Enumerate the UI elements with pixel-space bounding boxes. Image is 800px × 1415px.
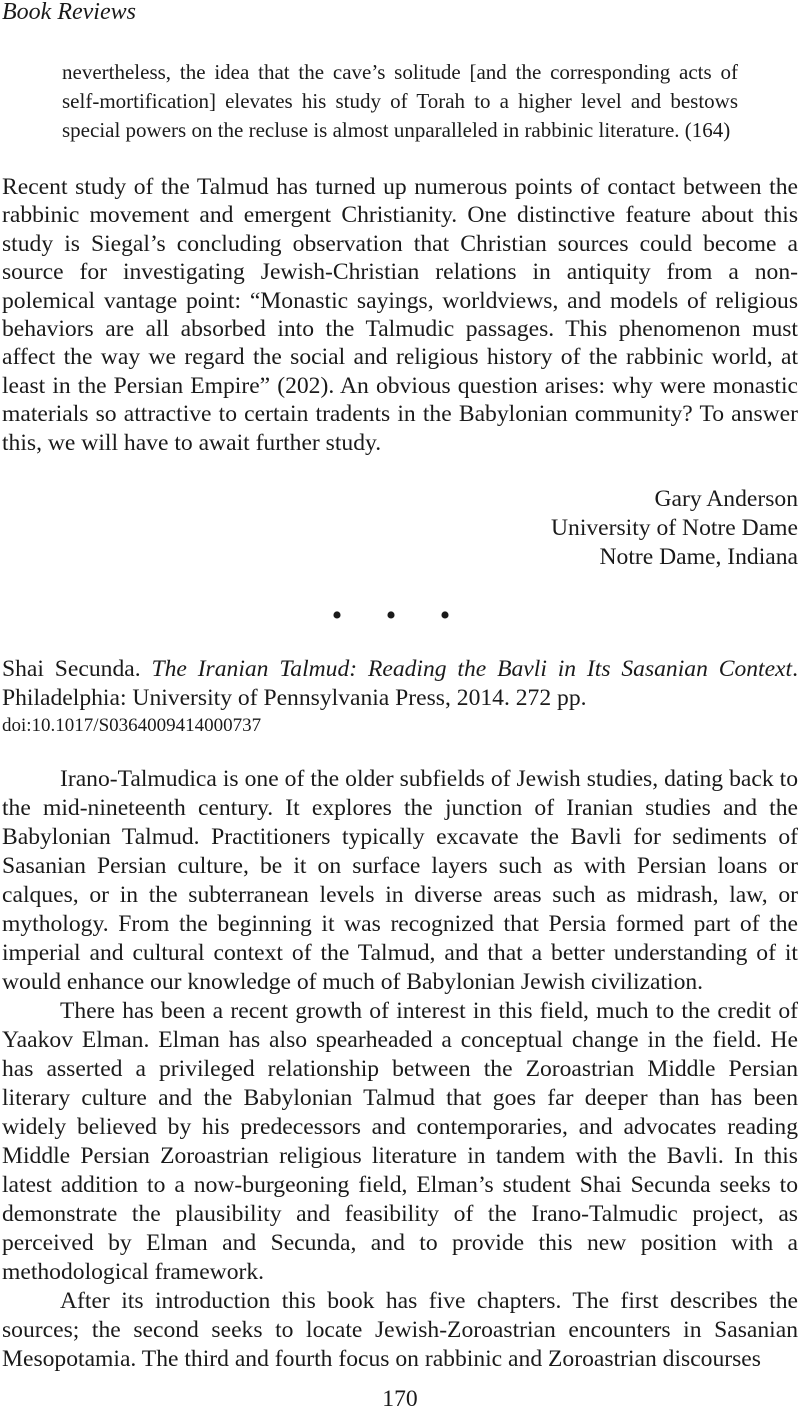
reviewer-name: Gary Anderson — [654, 486, 798, 512]
review-paragraph: There has been a recent growth of interest in this field, much to the credit of Yaakov Elman. Elman has also spearheaded a conceptual change in the field. He has asserted a privileged relationship between the Zoroastrian Middle Persian literary culture and the Babylonian Talmud that goes far deeper than has been widely believed by his predecessors and contemporaries, and advocates reading Middle Persian Zoroastrian religious literature in tandem with the Bavli. In this latest addition to a now-burgeoning field, Elman’s student Shai Secunda seeks to demonstrate the plausibility and feasibility of the Irano-Talmudic project, as perceived by Elman and Secunda, and to provide this new position with a methodological framework. — [2, 998, 798, 1285]
previous-review-paragraph: Recent study of the Talmud has turned up numerous points of contact between the rabbinic movement and emergent Christianity. One distinctive feature about this study is Siegal’s concluding observation that Christian sources could become a source for investigating Jewish-Christian relations in antiquity from a non-polemical vantage point: “Monastic sayings, worldviews, and models of religious behaviors are all absorbed into the Talmudic passages. This phenomenon must affect the way we regard the social and religious history of the rabbinic world, at least in the Persian Empire” (202). An obvious question arises: why were monastic materials so attractive to certain tradents in the Babylonian community? To answer this, we will have to await further study. — [2, 174, 798, 456]
book-author: Shai Secunda. — [2, 656, 141, 682]
section-separator: • • • — [331, 599, 469, 632]
book-citation — [2, 655, 798, 713]
block-quote: nevertheless, the idea that the cave’s solitude [and the corresponding acts of self-mortification] elevates his study of Torah to a higher level and bestows special powers on the recluse is almost unparalleled in rabbinic literature. (164) — [62, 60, 738, 142]
reviewer-location: Notre Dame, Indiana — [599, 544, 798, 570]
book-doi: doi:10.1017/S0364009414000737 — [2, 715, 262, 736]
reviewer-institution: University of Notre Dame — [550, 515, 798, 541]
page-number: 170 — [382, 1386, 418, 1412]
running-header: Book Reviews — [2, 0, 136, 25]
review-paragraph: Irano-Talmudica is one of the older subfields of Jewish studies, dating back to the mid-nineteenth century. It explores the junction of Iranian studies and the Babylonian Talmud. Practitioners typically excavate the Bavli for sediments of Sasanian Persian culture, be it on surface layers such as with Persian loans or calques, or in the subterranean levels in diverse areas such as midrash, law, or mythology. From the beginning it was recognized that Persia formed part of the imperial and cultural context of the Talmud, and that a better understanding of it would enhance our knowledge of much of Babylonian Jewish civilization. — [2, 766, 798, 995]
book-title: The Iranian Talmud: Reading the Bavli in Its Sasanian Context — [151, 656, 793, 682]
review-body — [2, 765, 798, 1374]
review-paragraph: After its introduction this book has five chapters. The first describes the sources; the second seeks to locate Jewish-Zoroastrian encounters in Sasanian Mesopotamia. The third and fourth focus on rabbinic and Zoroastrian discourses — [2, 1288, 798, 1372]
book-publication: Philadelphia: University of Pennsylvania Press, 2014. 272 pp. — [2, 685, 587, 711]
book-title-period: . — [792, 656, 798, 682]
reviewer-signature — [551, 485, 798, 572]
